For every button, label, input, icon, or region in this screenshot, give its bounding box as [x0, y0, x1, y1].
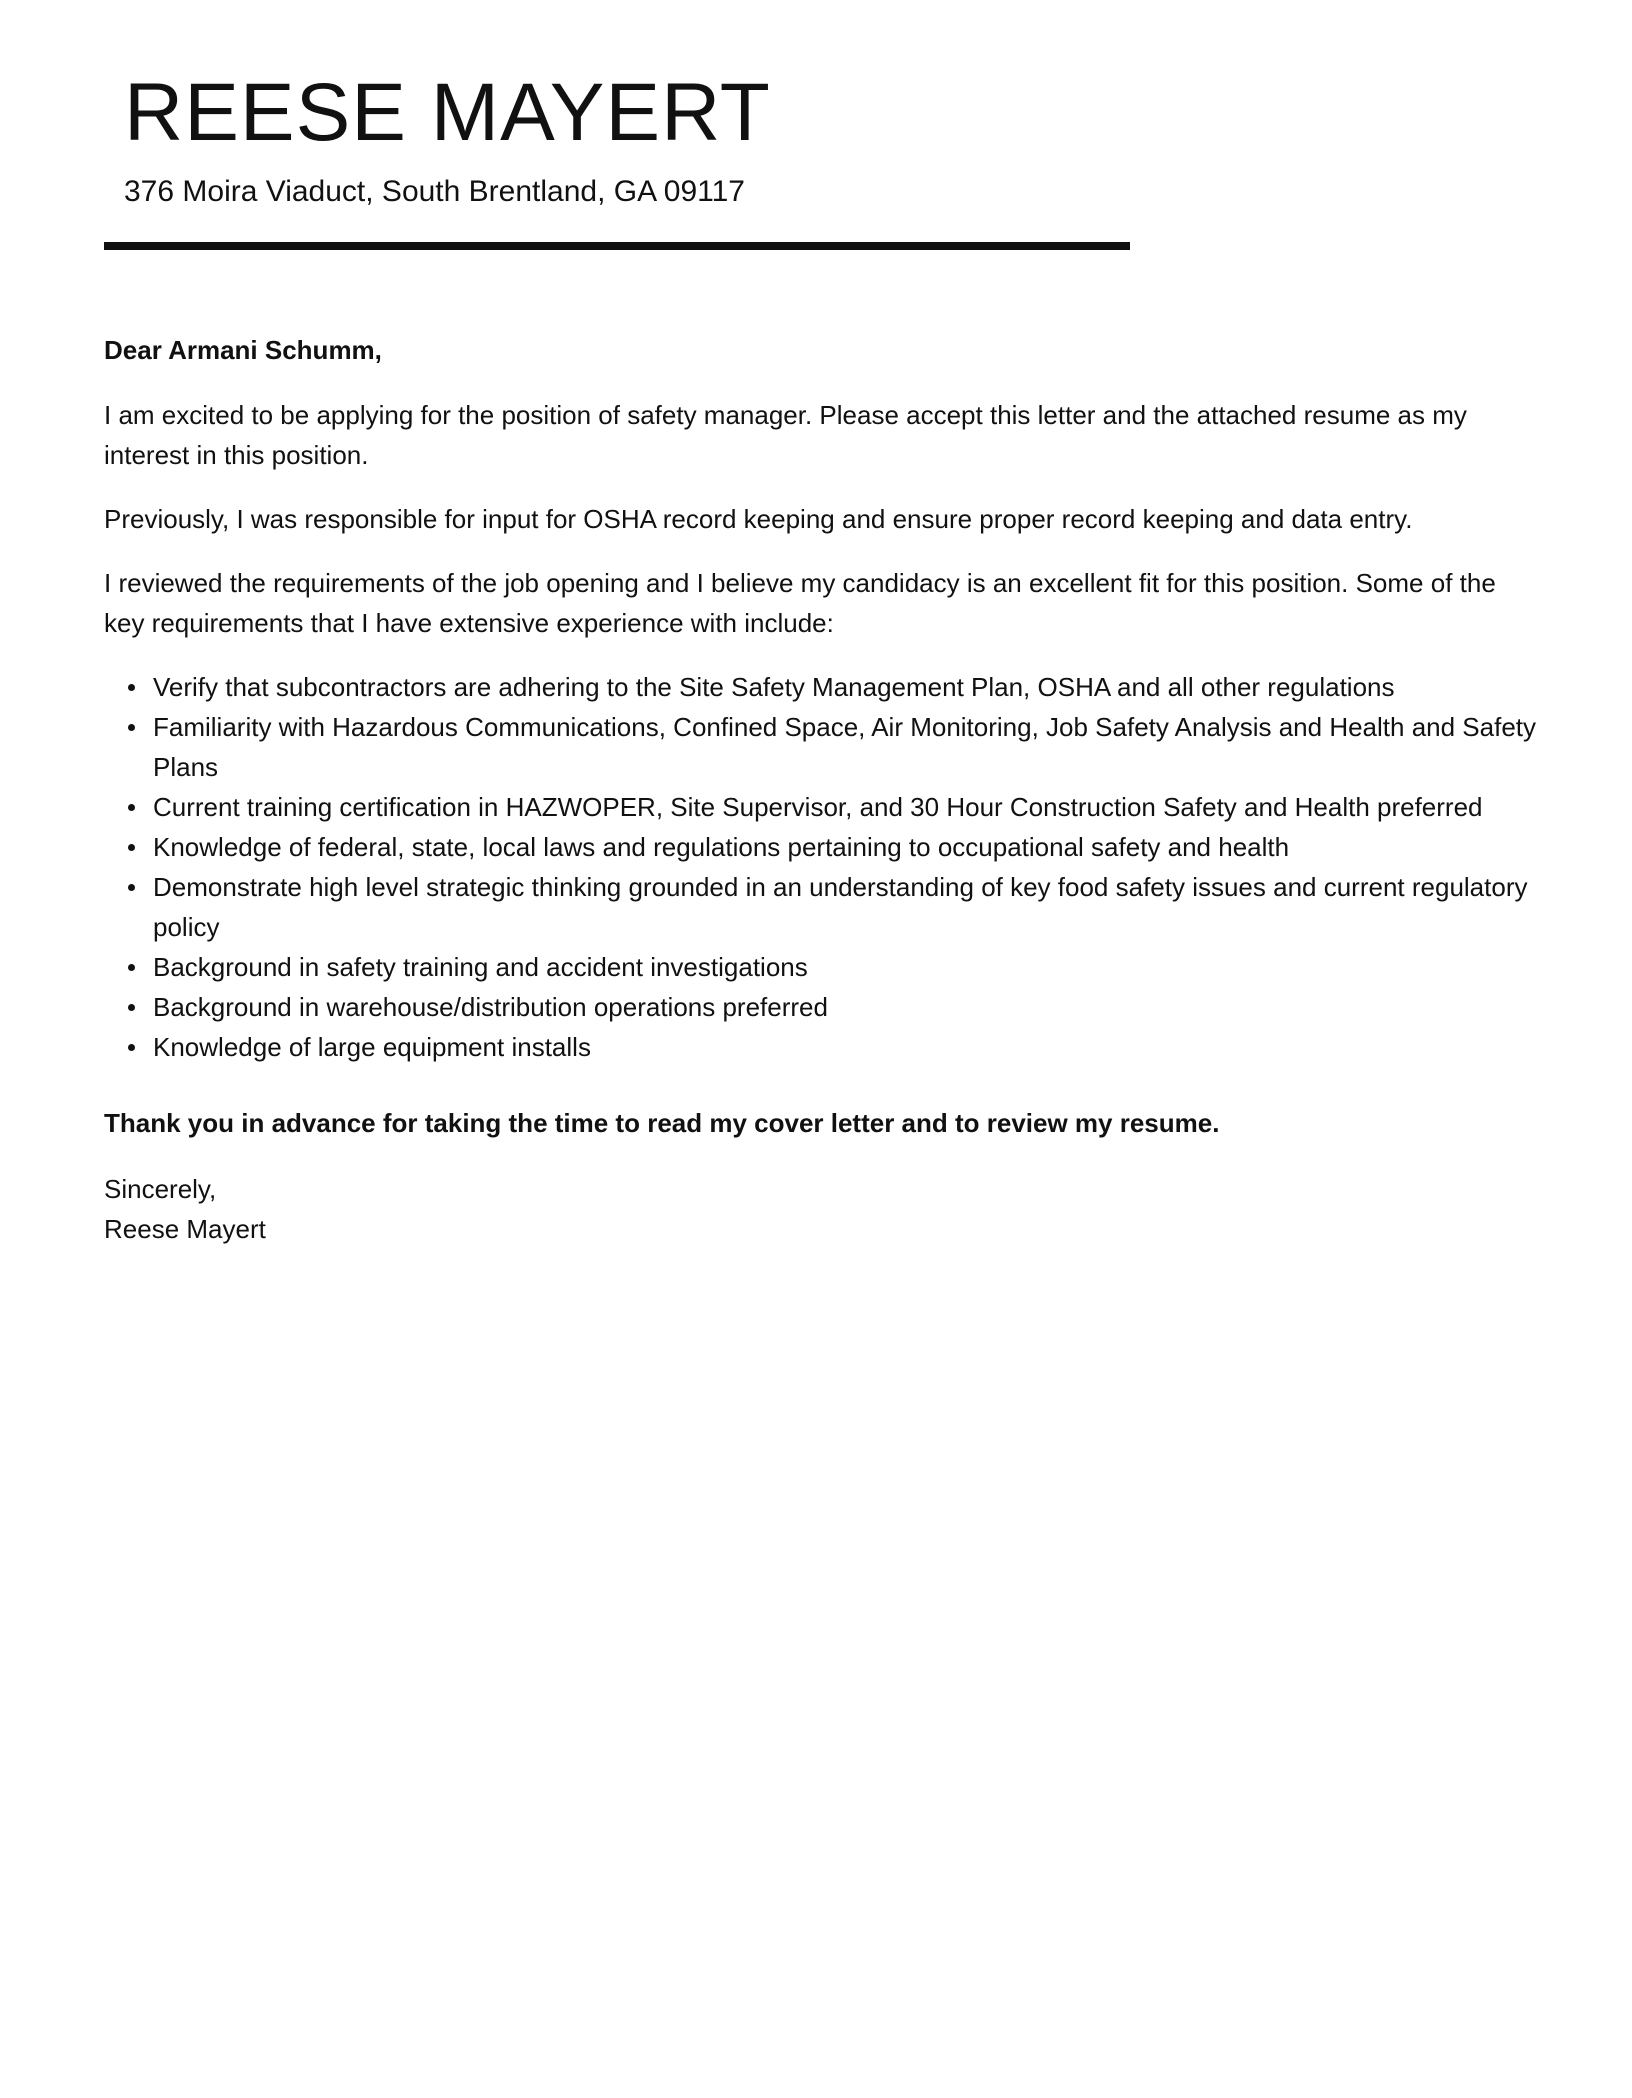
salutation: Dear Armani Schumm,: [104, 335, 382, 365]
experience-paragraph: Previously, I was responsible for input for OSHA record keeping and ensure proper record keeping and data entry.: [104, 504, 1413, 534]
signature-block: [104, 1169, 1534, 1249]
requirement-text: Demonstrate high level strategic thinking grounded in an understanding of key food safety issues and current regulatory policy: [153, 872, 1528, 942]
requirement-text: Verify that subcontractors are adhering to the Site Safety Management Plan, OSHA and all other regulations: [153, 672, 1395, 702]
letter-body: [104, 330, 1537, 1249]
requirement-text: Knowledge of federal, state, local laws and regulations pertaining to occupational safety and health: [153, 832, 1290, 862]
requirement-item: [104, 1027, 1583, 1067]
requirement-text: Background in warehouse/distribution operations preferred: [153, 992, 828, 1022]
requirement-text: Knowledge of large equipment installs: [153, 1032, 591, 1062]
requirement-item: [104, 987, 1583, 1027]
header-divider: [104, 242, 1130, 250]
requirement-item: [104, 947, 1583, 987]
requirement-text: Background in safety training and accident investigations: [153, 952, 808, 982]
applicant-address: 376 Moira Viaduct, South Brentland, GA 09117: [124, 175, 745, 208]
requirements-list: [104, 667, 1537, 1067]
applicant-name: REESE MAYERT: [124, 67, 771, 158]
requirement-text: Current training certification in HAZWOPER, Site Supervisor, and 30 Hour Construction Safety and Health preferred: [153, 792, 1483, 822]
requirement-item: [104, 787, 1583, 827]
signature-name: Reese Mayert: [104, 1214, 266, 1244]
requirement-item: [104, 867, 1583, 947]
bullet-icon: [128, 844, 135, 851]
bullet-icon: [128, 1044, 135, 1051]
bullet-icon: [128, 804, 135, 811]
bullet-icon: [128, 1004, 135, 1011]
requirements-paragraph: I reviewed the requirements of the job opening and I believe my candidacy is an excellent fit for this position. Some of the key requirements that I have extensive experience with include:: [104, 568, 1496, 638]
signoff-text: Sincerely,: [104, 1174, 217, 1204]
requirement-text: Familiarity with Hazardous Communications, Confined Space, Air Monitoring, Job Safety Analysis and Health and Safety Plans: [153, 712, 1537, 782]
bullet-icon: [128, 964, 135, 971]
bullet-icon: [128, 684, 135, 691]
requirement-item: [104, 827, 1583, 867]
intro-paragraph: I am excited to be applying for the position of safety manager. Please accept this letter and the attached resume as my interest in this position.: [104, 400, 1467, 470]
bullet-icon: [128, 724, 135, 731]
requirement-item: [104, 707, 1583, 787]
requirement-item: [104, 667, 1583, 707]
closing-paragraph: Thank you in advance for taking the time to read my cover letter and to review my resume.: [104, 1108, 1220, 1138]
bullet-icon: [128, 884, 135, 891]
